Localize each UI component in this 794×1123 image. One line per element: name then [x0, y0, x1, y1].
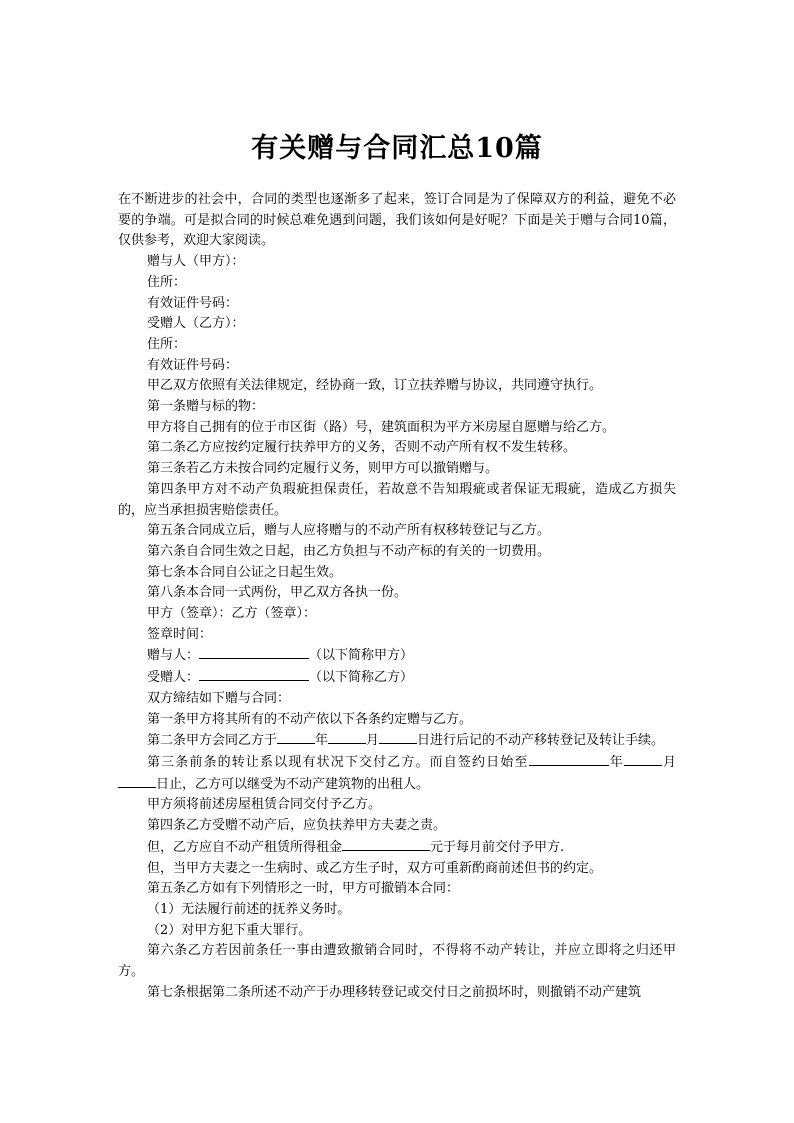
- document-title: 有关赠与合同汇总10篇: [251, 133, 543, 164]
- donee-blank: [199, 667, 309, 681]
- rent-text-a: 但，乙方应自不动产租赁所得租金: [147, 839, 343, 855]
- contract-article-3-text-b: 日止，乙方可以继受为不动产建筑物的出租人。: [156, 776, 430, 792]
- contract-article-2-text-b: 日进行后记的不动产移转登记及转让手续。: [417, 733, 665, 749]
- until-month-blank: [624, 752, 662, 766]
- donor-line: 赠与人（甲方）：: [147, 254, 245, 270]
- donee-note: （以下简称乙方）: [309, 670, 414, 686]
- donee-label: 受赠人：: [147, 670, 200, 686]
- donee-address-line: 住所：: [147, 336, 187, 352]
- donor-label: 赠与人：: [147, 648, 200, 664]
- contract-article-7: 第七条根据第二条所述不动产于办理移转登记或交付日之前损坏时，则撤销不动产建筑: [147, 984, 642, 1000]
- contract-article-5: 第五条乙方如有下列情形之一时，甲方可撤销本合同：: [147, 881, 460, 897]
- day-blank: [379, 730, 417, 744]
- signature-date-line: 签章时间：: [147, 626, 213, 642]
- article-1-text: 甲方将自己拥有的位于市区街（路）号，建筑面积为平方米房屋自愿赠与给乙方。: [147, 419, 616, 435]
- contract-article-3: [118, 752, 676, 795]
- article-8: 第八条本合同一式两份，甲乙双方各执一份。: [147, 585, 408, 601]
- until-day-blank: [118, 774, 156, 788]
- contract-article-1: 第一条甲方将其所有的不动产依以下各条约定赠与乙方。: [147, 711, 473, 727]
- rent-text-b: 元于每月前交付予甲方.: [430, 839, 565, 855]
- donor-id-line: 有效证件号码：: [147, 295, 239, 311]
- article-5: 第五条合同成立后，赠与人应将赠与的不动产所有权移转登记与乙方。: [147, 523, 551, 539]
- donor-address-line: 住所：: [147, 274, 187, 290]
- contract-article-3-text-a: 第三条前条的转让系以现有状况下交付乙方。而自签约日始至: [147, 754, 529, 770]
- month-label: 月: [366, 733, 380, 749]
- donor-note: （以下简称甲方）: [309, 648, 414, 664]
- rent-line: [118, 837, 676, 859]
- article-3: 第三条若乙方未按合同约定履行义务，则甲方可以撤销赠与。: [147, 461, 499, 477]
- article-2: 第二条乙方应按约定履行扶养甲方的义务，否则不动产所有权不发生转移。: [147, 440, 577, 456]
- rent-blank: [342, 837, 430, 851]
- condition-2: （2）对甲方犯下重大罪行。: [147, 922, 312, 938]
- article-6: 第六条自合同生效之日起，由乙方负担与不动产标的有关的一切费用。: [147, 543, 551, 559]
- contract-article-6: 第六条乙方若因前条任一事由遭致撤销合同时，不得将不动产转让，并应立即将之归还甲方。: [118, 943, 676, 980]
- donor-blank: [199, 645, 309, 659]
- document-body: [118, 190, 676, 1003]
- condition-1: （1）无法履行前述的抚养义务时。: [147, 901, 351, 917]
- until-month-label: 月: [661, 754, 676, 770]
- year-label: 年: [315, 733, 329, 749]
- donee-id-line: 有效证件号码：: [147, 357, 239, 373]
- proviso-line: 但，当甲方夫妻之一生病时、或乙方生子时，双方可重新酌商前述但书的约定。: [147, 860, 603, 876]
- contract-article-2: [118, 730, 676, 752]
- donor-fill-line: [118, 645, 676, 667]
- intro-paragraph: 在不断进步的社会中，合同的类型也逐渐多了起来，签订合同是为了保障双方的利益，避免不必要的争端。可是拟合同的时候总难免遇到问题，我们该如何是好呢？下面是关于赠与合同10篇，仅供参考，欢迎大家阅读。: [118, 192, 676, 249]
- contract-intro-line: 双方缔结如下赠与合同：: [147, 690, 291, 706]
- article-4: 第四条甲方对不动产负瑕疵担保责任，若故意不告知瑕疵或者保证无瑕疵，造成乙方损失的，应当承担损害赔偿责任。: [118, 481, 676, 518]
- until-year-blank: [529, 752, 609, 766]
- signature-line: 甲方（签章）：乙方（签章）：: [147, 606, 317, 622]
- article-7: 第七条本合同自公证之日起生效。: [147, 564, 343, 580]
- donee-fill-line: [118, 667, 676, 689]
- until-year-label: 年: [608, 754, 624, 770]
- agreement-paragraph: 甲乙双方依照有关法律规定，经协商一致，订立扶养赠与协议，共同遵守执行。: [147, 378, 603, 394]
- month-blank: [328, 730, 366, 744]
- contract-article-2-text-a: 第二条甲方会同乙方于: [147, 733, 278, 749]
- article-1-heading: 第一条赠与标的物：: [147, 399, 265, 415]
- donee-line: 受赠人（乙方）：: [147, 316, 245, 332]
- year-blank: [277, 730, 315, 744]
- contract-article-4: 第四条乙方受赠不动产后，应负扶养甲方夫妻之责。: [147, 818, 447, 834]
- lease-transfer-line: 甲方须将前述房屋租赁合同交付予乙方。: [147, 797, 382, 813]
